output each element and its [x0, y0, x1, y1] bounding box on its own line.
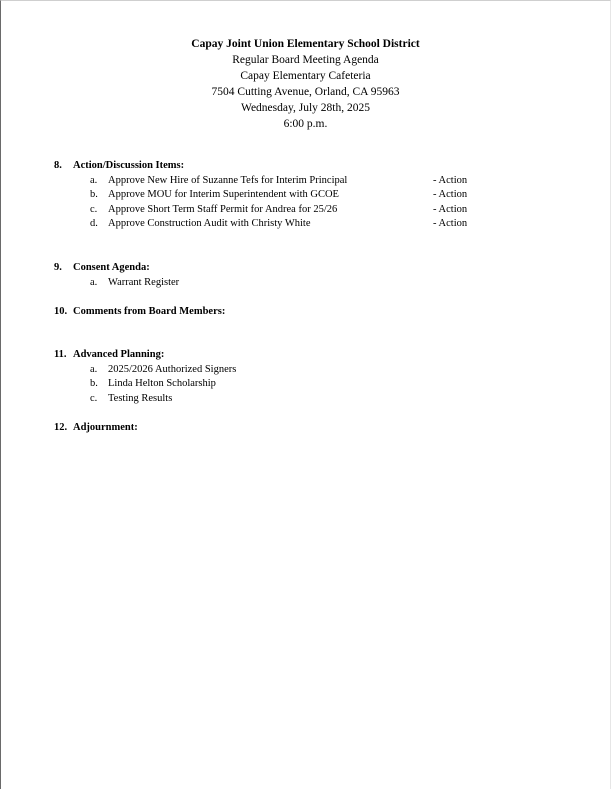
section-heading [54, 421, 138, 436]
list-item [54, 392, 173, 407]
district-name: Capay Joint Union Elementary School District [191, 38, 420, 50]
list-item [54, 363, 237, 378]
item-status: - Action [433, 218, 468, 229]
section-board-comments [54, 305, 225, 320]
item-text: Approve Short Term Staff Permit for Andrea for 25/26 [108, 203, 338, 215]
meeting-time: 6:00 p.m. [283, 118, 328, 130]
item-letter: d. [90, 218, 98, 229]
item-text: 2025/2026 Authorized Signers [108, 363, 237, 375]
section-heading [54, 348, 164, 363]
item-letter: a. [90, 276, 98, 288]
section-number: 9. [54, 262, 62, 273]
section-title: Advanced Planning: [73, 349, 165, 360]
section-number: 10. [54, 306, 68, 317]
item-letter: c. [90, 392, 98, 404]
item-letter: a. [90, 174, 98, 186]
item-letter: b. [90, 189, 98, 200]
section-number: 8. [54, 160, 62, 171]
item-status: - Action [433, 174, 468, 186]
section-advanced-planning [54, 348, 237, 406]
section-number: 12. [54, 422, 68, 433]
section-title: Consent Agenda: [73, 262, 150, 273]
item-letter: a. [90, 363, 98, 375]
item-text: Approve Construction Audit with Christy White [108, 218, 311, 229]
section-title: Adjournment: [73, 422, 138, 433]
meeting-location: Capay Elementary Cafeteria [240, 70, 371, 82]
section-title: Action/Discussion Items: [73, 160, 185, 171]
item-text: Approve MOU for Interim Superintendent with GCOE [108, 189, 339, 200]
item-text: Approve New Hire of Suzanne Tefs for Interim Principal [108, 174, 348, 186]
list-item [54, 276, 180, 291]
meeting-address: 7504 Cutting Avenue, Orland, CA 95963 [211, 86, 400, 98]
section-heading [54, 261, 150, 276]
item-text: Warrant Register [108, 276, 180, 288]
section-title: Comments from Board Members: [73, 306, 226, 317]
section-action-discussion [54, 159, 468, 232]
list-item [54, 377, 216, 392]
section-adjournment [54, 421, 138, 436]
section-number: 11. [54, 349, 67, 360]
item-text: Linda Helton Scholarship [108, 378, 216, 389]
section-heading [54, 305, 225, 320]
section-heading [54, 159, 184, 174]
list-item [54, 203, 468, 218]
item-letter: b. [90, 378, 98, 389]
list-item [54, 217, 468, 232]
list-item [54, 188, 468, 203]
item-status: - Action [433, 203, 468, 215]
item-status: - Action [433, 189, 468, 200]
meeting-date: Wednesday, July 28th, 2025 [241, 102, 370, 114]
meeting-title: Regular Board Meeting Agenda [232, 54, 379, 66]
item-text: Testing Results [108, 392, 173, 404]
list-item [54, 174, 468, 189]
section-consent-agenda [54, 261, 180, 290]
agenda-header [1, 36, 610, 132]
item-letter: c. [90, 203, 98, 215]
